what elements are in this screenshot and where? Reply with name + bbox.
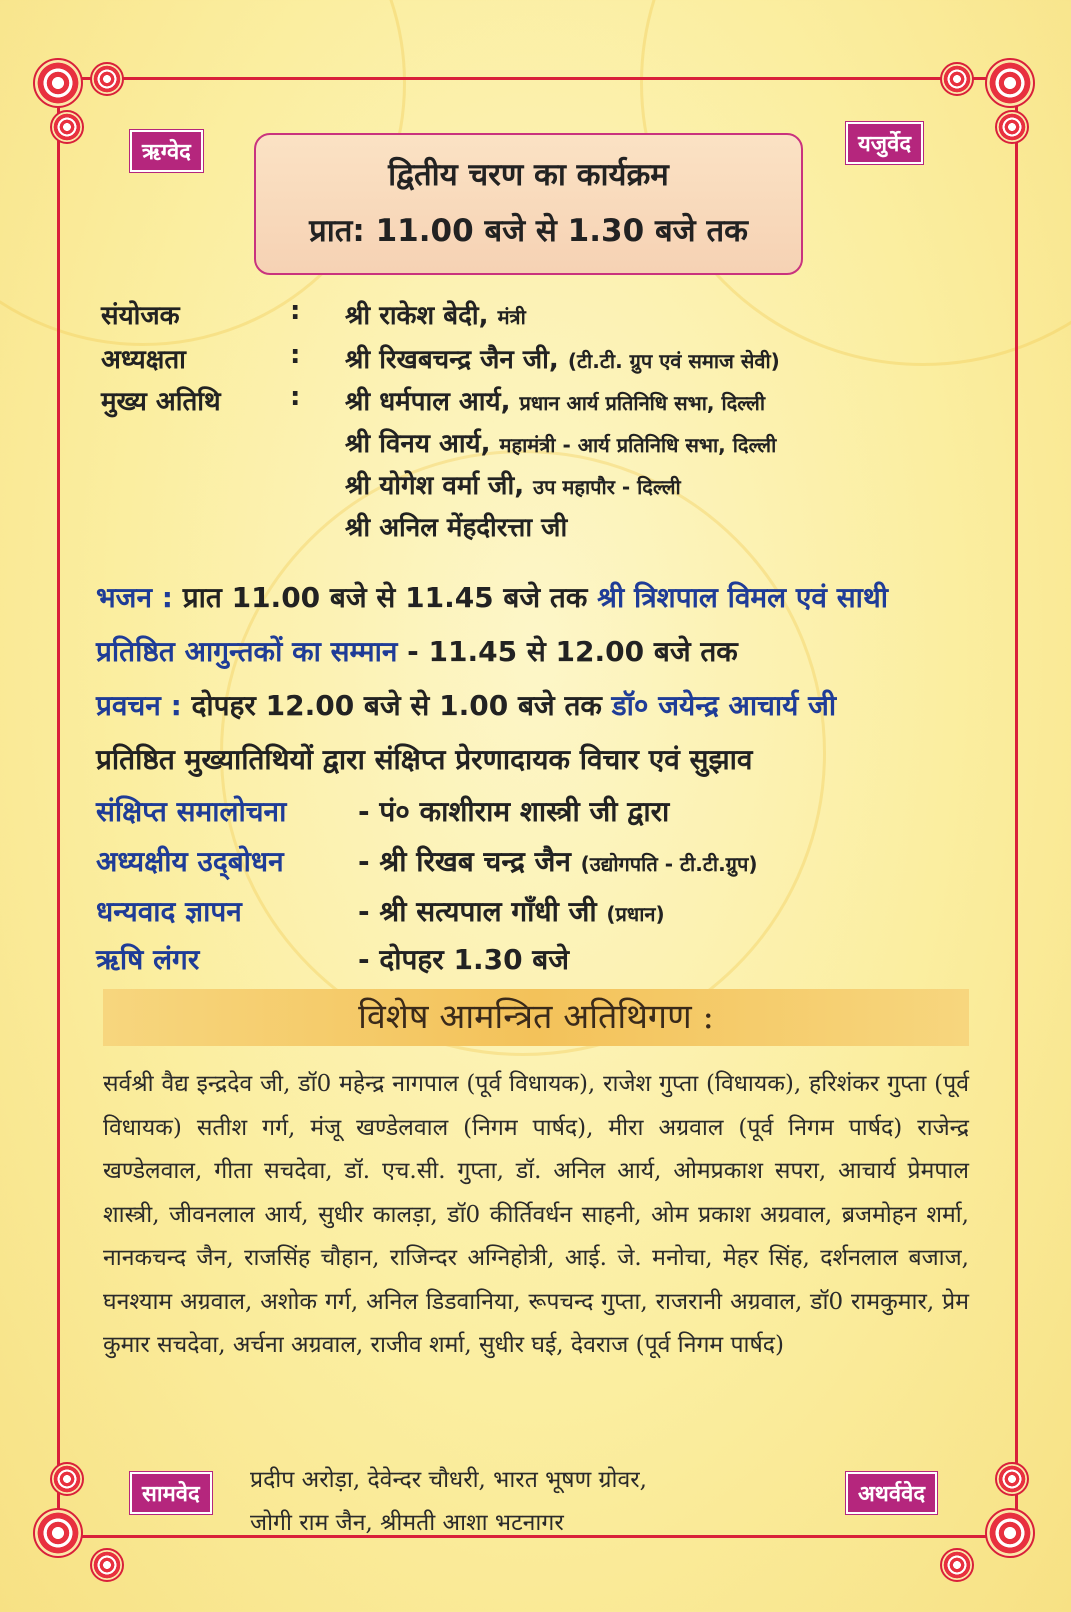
- chair-value: [345, 340, 780, 376]
- langar-label: ऋषि लंगर: [96, 943, 200, 976]
- chair-label: अध्यक्षता: [101, 345, 186, 375]
- program-time: प्रात: 11.00 बजे से 1.30 बजे तक: [309, 213, 748, 249]
- colon: :: [290, 340, 301, 370]
- bhajan-row: [96, 578, 888, 616]
- veda-label-rigveda: ऋग्वेद: [130, 130, 203, 172]
- special-guests-list-end: [250, 1459, 810, 1545]
- review-by: - पं० काशीराम शास्त्री जी द्वारा: [358, 795, 670, 828]
- address-label: अध्यक्षीय उद्‌बोधन: [96, 845, 284, 878]
- rose-ornament-icon: [90, 1548, 124, 1582]
- langar-time: - दोपहर 1.30 बजे: [358, 943, 570, 976]
- address-note: (उद्योगपति - टी.टी.ग्रुप): [580, 852, 758, 876]
- pravachan-row: [96, 686, 836, 724]
- chief-guest-3-name: श्री योगेश वर्मा जी,: [345, 471, 525, 501]
- special-guests-line: जोगी राम जैन, श्रीमती आशा भटनागर: [250, 1510, 564, 1536]
- rose-ornament-icon: [33, 1508, 83, 1558]
- pravachan-speaker: डॉ० जयेन्द्र आचार्य जी: [611, 689, 837, 722]
- chief-guest-2: [345, 424, 776, 460]
- rose-ornament-icon: [940, 62, 974, 96]
- colon: :: [290, 296, 301, 326]
- rose-ornament-icon: [940, 1548, 974, 1582]
- veda-label-atharvaveda: अथर्ववेद: [846, 1472, 937, 1514]
- review-label: संक्षिप्त समालोचना: [96, 795, 287, 828]
- rose-ornament-icon: [995, 1462, 1029, 1496]
- convener-note: मंत्री: [497, 305, 526, 329]
- pravachan-time: दोपहर 12.00 बजे से 1.00 बजे तक: [191, 689, 602, 722]
- special-guests-line: प्रदीप अरोड़ा, देवेन्दर चौधरी, भारत भूषण ग्रोवर,: [250, 1467, 647, 1493]
- chair-note: (टी.टी. ग्रुप एवं समाज सेवी): [567, 349, 780, 373]
- convener-name: श्री राकेश बेदी,: [345, 301, 489, 331]
- chief-guest-3: [345, 466, 681, 502]
- special-guests-heading: विशेष आमन्त्रित अतिथिगण :: [103, 989, 969, 1046]
- chief-guest-2-note: महामंत्री - आर्य प्रतिनिधि सभा, दिल्ली: [499, 433, 777, 457]
- chief-guest-2-name: श्री विनय आर्य,: [345, 429, 491, 459]
- thanks-label: धन्यवाद ज्ञापन: [96, 895, 242, 928]
- convener-value: [345, 296, 526, 332]
- special-guests-list: सर्वश्री वैद्य इन्द्रदेव जी, डॉ0 महेन्द्र नागपाल (पूर्व विधायक), राजेश गुप्ता (विधायक), हरिशंकर गुप्ता (पूर्व विधायक) सतीश गर्ग, मंजू खण्डेलवाल (निगम पार्षद), मीरा अग्रवाल (पूर्व निगम पार्षद) राजेन्द्र खण्डेलवाल, गीता सचदेवा, डॉ. एच.सी. गुप्ता, डॉ. अनिल आर्य, ओमप्रकाश सपरा, आचार्य प्रेमपाल शास्त्री, जीवनलाल आर्य, सुधीर कालड़ा, डॉ0 कीर्तिवर्धन साहनी, ओम प्रकाश अग्रवाल, ब्रजमोहन शर्मा, नानकचन्द जैन, राजसिंह चौहान, राजिन्दर अग्निहोत्री, आई. जे. मनोचा, मेहर सिंह, दर्शनलाल बजाज, घनश्याम अग्रवाल, अशोक गर्ग, अनिल डिडवानिया, रूपचन्द गुप्ता, राजरानी अग्रवाल, डॉ0 रामकुमार, प्रेम कुमार सचदेवा, अर्चना अग्रवाल, राजीव शर्मा, सुधीर घई, देवराज (पूर्व निगम पार्षद): [103, 1071, 969, 1358]
- chief-guest-1-name: श्री धर्मपाल आर्य,: [345, 387, 511, 417]
- program-title: द्वितीय चरण का कार्यक्रम: [388, 157, 669, 193]
- rose-ornament-icon: [50, 110, 84, 144]
- colon: :: [290, 382, 301, 412]
- thanks-note: (प्रधान): [606, 902, 665, 926]
- rose-ornament-icon: [985, 1508, 1035, 1558]
- thanks-by: - श्री सत्यपाल गाँधी जी: [358, 895, 597, 928]
- rose-ornament-icon: [985, 58, 1035, 108]
- address-by: - श्री रिखब चन्द्र जैन: [358, 845, 571, 878]
- veda-label-samaveda: सामवेद: [130, 1472, 212, 1514]
- chair-name: श्री रिखबचन्द्र जैन जी,: [345, 345, 559, 375]
- rose-ornament-icon: [33, 58, 83, 108]
- honor-label: प्रतिष्ठित आगुन्तकों का सम्मान: [96, 635, 398, 668]
- thoughts-row: प्रतिष्ठित मुख्यातिथियों द्वारा संक्षिप्त प्रेरणादायक विचार एवं सुझाव: [96, 743, 753, 776]
- veda-label-yajurveda: यजुर्वेद: [846, 122, 923, 164]
- honor-row: [96, 632, 738, 670]
- chief-guest-3-note: उप महापौर - दिल्ली: [533, 475, 681, 499]
- bhajan-time: प्रात 11.00 बजे से 11.45 बजे तक: [182, 581, 588, 614]
- bhajan-label: भजन :: [96, 581, 173, 614]
- thanks-value: [358, 892, 665, 930]
- chief-guest-1-note: प्रधान आर्य प्रतिनिधि सभा, दिल्ली: [519, 391, 766, 415]
- pravachan-label: प्रवचन :: [96, 689, 182, 722]
- rose-ornament-icon: [90, 62, 124, 96]
- honor-time: - 11.45 से 12.00 बजे तक: [407, 635, 738, 668]
- chief-guest-4-name: श्री अनिल मेंहदीरत्ता जी: [345, 513, 568, 543]
- rose-ornament-icon: [50, 1462, 84, 1496]
- address-value: [358, 842, 757, 880]
- convener-label: संयोजक: [101, 301, 180, 331]
- chief-guest-label: मुख्य अतिथि: [101, 387, 221, 417]
- bhajan-performer: श्री त्रिशपाल विमल एवं साथी: [597, 581, 889, 614]
- chief-guest-1: [345, 382, 765, 418]
- rose-ornament-icon: [995, 110, 1029, 144]
- program-title-box: [254, 133, 803, 275]
